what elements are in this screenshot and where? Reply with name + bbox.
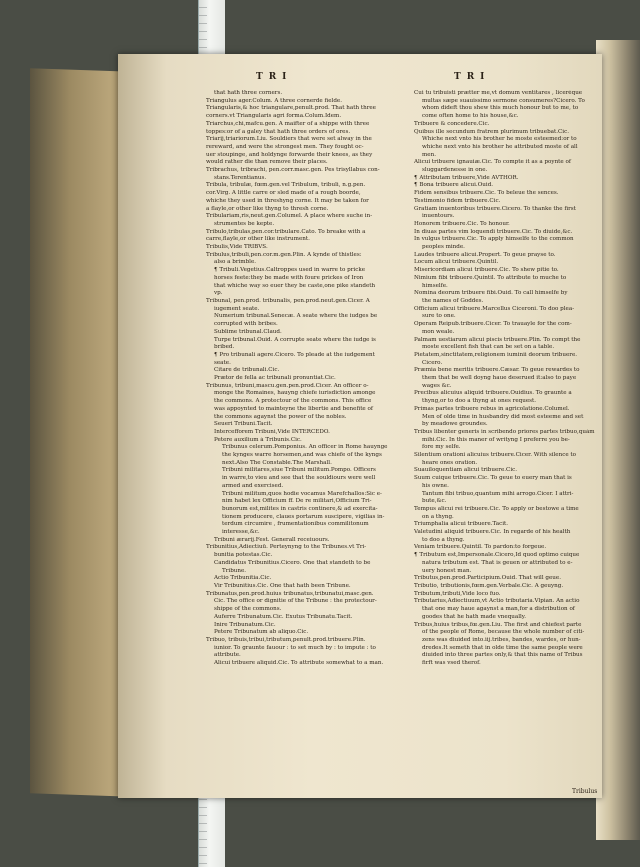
dictionary-line: Tributus,pen.prod.Participium.Ouid. That will geue. (414, 575, 561, 582)
dictionary-line: Tribunal, pen.prod. tribunalis, pen.prod.neut.gen.Cicer. A (206, 297, 370, 304)
dictionary-line: Palmam uestiarum alicui piscis tribuere.Plin. To compt the (414, 336, 581, 343)
dictionary-line: Tribuni militum,quos hodie vocamus Marefchallos:Sic e- (222, 490, 382, 497)
dictionary-line: ¶ Tributum est,Impersonale.Cicero,Id quod optimo cuique (414, 552, 580, 559)
dictionary-line: also a brimble. (214, 259, 257, 266)
dictionary-line: the kynges warre horsemen,and was chiefe of the kyngs (222, 452, 382, 459)
dictionary-line: terdum circumire , frumentationibus commilitonum (222, 521, 369, 528)
dictionary-line: tionem producere, claues portarum suscipere, vigilias in- (222, 513, 385, 520)
dictionary-line: Alicui tribuere aliquid.Cic. To attribute somewhat to a man. (214, 660, 384, 667)
dictionary-line: Auferre Tribunatum.Cic. Exutus Tribunatu.Tacit. (214, 613, 353, 620)
dictionary-line: zens was diuided into.iij.tribes, bandes, wardes, or hun- (422, 636, 581, 643)
dictionary-line: Cicero. (422, 359, 443, 366)
dictionary-line: Laudes tribuere alicui.Propert. To geue prayse to. (414, 251, 556, 258)
dictionary-line: natura tributum est. That is geuen or attributed to e- (422, 559, 573, 566)
dictionary-line: Silentium orationi alicuius tribuere.Cicer. With silence to (414, 452, 577, 459)
dictionary-line: the commons agaynst the power of the nobles. (214, 413, 347, 420)
dictionary-line: Tempus alicui rei tribuere.Cic. To apply or bestowe a time (414, 505, 579, 512)
dictionary-line: firft was vsed therof. (422, 660, 481, 667)
dictionary-line: In diuas partes vim loquendi tribuere.Cic. To diuide,&c. (414, 228, 573, 235)
book-page (118, 54, 602, 798)
dictionary-line: them that be well doyng haue deserued it:also to paye (422, 375, 577, 382)
dictionary-line: Men of olde time in husbandry did most esteeme and set (422, 413, 584, 420)
dictionary-line: Tribus libenter generis in scribendo priores partes tribuo,quàm (414, 428, 595, 435)
dictionary-line: Tribus,huius tribus,fœ.gen.Liu. The first and chiefest parte (414, 621, 582, 628)
dictionary-line: sure to one. (422, 313, 456, 320)
dictionary-line: Tribunus, tribuni,mascu.gen.pen.prod.Cicer. An officer o- (206, 382, 369, 389)
dictionary-line: Nimium fibi tribuere.Quintil. To attribute to muche to (414, 274, 567, 281)
dictionary-line: dredes.It semeth that in olde time the same people were (422, 644, 583, 651)
dictionary-line: of the people of Rome, because the whole number of citi- (422, 629, 585, 636)
dictionary-line: Misericordiam alicui tribuere.Cic. To shew pitie to. (414, 267, 559, 274)
dictionary-line: strumentes be kepte. (214, 220, 275, 227)
dictionary-line: bute,&c. (422, 498, 447, 505)
dictionary-line: the names of Goddes. (422, 297, 484, 304)
dictionary-line: inuentours. (422, 213, 455, 220)
dictionary-line: himselfe. (422, 282, 448, 289)
dictionary-line: horses feete:they be made with foure prickes of Iron (214, 274, 364, 281)
dictionary-line: Petere Tribunatum ab aliquo.Cic. (214, 629, 309, 636)
dictionary-line: Tributio, tributionis,fœm.gen.Verbale.Cic. A geuyng. (414, 583, 564, 589)
dictionary-line: that hath three corners. (214, 90, 283, 96)
dictionary-line: to doo a thyng. (422, 536, 465, 543)
dictionary-line: Tribula, tribulæ, fœm.gen.vel Tribulum, tribuli, n.g.pen. (206, 182, 366, 189)
dictionary-line: carre,flayle,or other like instrument. (206, 236, 310, 243)
dictionary-line: that one may haue agaynst a man,for a distribution of (422, 606, 575, 613)
dictionary-line: Veniam tribuere.Quintil. To pardon:to forgeue. (414, 544, 547, 551)
dictionary-line: Whiche next vnto his brother he moste esteemed:or to (422, 136, 577, 143)
dictionary-line: Vir Tribunitius.Cic. One that hath been Tribune. (214, 583, 351, 589)
dictionary-line: whiche next vnto his brother he attributed moste of all (422, 143, 578, 150)
dictionary-line: Tribunatus,pen.prod.huius tribunatus,tribunatui,masc.gen. (206, 590, 374, 597)
dictionary-line: Tribulis,Vide TRIBVS. (206, 244, 268, 251)
dictionary-line: Tribuni militares,siue Tribuni militum.Pompo. Officers (222, 467, 376, 474)
dictionary-line: ¶ Tribuli.Vegetius.Caltroppes used in warre to pricke (214, 267, 366, 274)
dictionary-line: seate. (214, 359, 231, 366)
dictionary-line: Suum cuique tribuere.Cic. To geue to euery man that is (414, 475, 572, 482)
dictionary-line: Triangularis,& hoc triangulare,penult.prod. That hath three (206, 105, 376, 112)
dictionary-line: by meadowe groundes. (422, 421, 488, 428)
dictionary-line: Nomina deorum tribuere fibi.Ouid. To call himselfe by (414, 290, 568, 297)
dictionary-line: Candidatus Tribunitius.Cicero. One that standeth to be (214, 559, 371, 566)
dictionary-line: Alicui tribuere ignauiæ.Cic. To compte it as a poynte of (414, 159, 571, 166)
dictionary-line: uer stoupinge, and holdynge forwarde their knees, as they (206, 151, 373, 158)
dictionary-line: Tributum,tributi,Vide loco fuo. (414, 590, 501, 597)
dictionary-line: Tribulariam,ris,neut.gen.Columel. A place where suche in- (206, 213, 373, 220)
dictionary-line: bunitia potestas.Cic. (214, 552, 273, 559)
dictionary-line: Triumphalia alicui tribuere.Tacit. (414, 521, 509, 528)
dictionary-line: Triangulus ager.Colum. A three cornerde fielde. (206, 97, 342, 104)
dictionary-line: would rather die than remove their places. (206, 159, 328, 166)
dictionary-line: bribed. (214, 344, 235, 351)
dictionary-line: ¶ Attributam tribuere,Vide AVTHOR. (414, 174, 519, 181)
dictionary-line: on a thyng. (422, 513, 454, 520)
dictionary-line: Tribulo,tribulas,pen.cor.tribulare.Cato. To breake with a (206, 228, 366, 235)
dictionary-line: Quibus ille secundum fratrem plurimum tribuebat.Cic. (414, 128, 569, 135)
dictionary-line: corrupted with bribes. (214, 321, 278, 328)
dictionary-line: Sublime tribunal.Claud. (214, 328, 282, 335)
right-column (414, 90, 616, 668)
dictionary-line: Locum alicui tribuere.Quintil. (414, 259, 499, 266)
dictionary-line: come often home to his house,&c. (422, 113, 519, 120)
catchword: Tribulus (572, 788, 598, 795)
dictionary-line: Turpe tribunal.Ouid. A corrupte seate where the iudge is (214, 336, 376, 343)
dictionary-line: Tribuere & concedere.Cic. (414, 120, 490, 127)
dictionary-line: Tribulus,tribuli,pen.cor.m.gen.Plin. A kynde of thistles: (206, 251, 362, 258)
dictionary-line: Tribunitius,Adiectiuū. Perteynyng to the Tribunes.vt Tri- (206, 544, 367, 551)
dictionary-line: mihi.Cic. In this maner of writyng I preferre you be- (422, 436, 570, 443)
dictionary-line: attribute. (214, 652, 241, 659)
dictionary-line: Fidem sensibus tribuere.Cic. To beleue the sences. (414, 190, 559, 197)
dictionary-line: Numerium tribunal.Senecæ. A seate where the iudges be (214, 313, 378, 320)
dictionary-line: peoples minde. (422, 244, 465, 251)
dictionary-line: was appoynted to mainteyne the libertie and benefite of (214, 405, 373, 412)
dictionary-line: Precibus alicuius aliquid tribuere.Ouidius. To graunte a (414, 390, 572, 397)
running-head-right: TRI (454, 72, 491, 82)
dictionary-line: Primas partes tribuere rebus in agricolatione.Columel. (414, 405, 570, 412)
dictionary-line: whom dideft thou shew this much honour but to me, to (422, 105, 579, 112)
dictionary-line: Tribuni ærarij.Fest. Generall receiuours. (214, 536, 330, 543)
dictionary-line: bunorum est,milites in castris continere,& ad exercita- (222, 505, 378, 512)
dictionary-line: monge the Romaines, hauyng chiefe iurisdiction amonge (214, 390, 376, 397)
running-head-left: TRI (256, 72, 293, 82)
dictionary-line: wages &c. (422, 382, 452, 389)
dictionary-line: toppes:or of a galey that hath three orders of ores. (206, 128, 351, 135)
dictionary-line: in warre,to vieu and see that the souldiours were well (222, 475, 376, 482)
dictionary-line: Actio Tribunitia.Cic. (214, 575, 272, 582)
dictionary-line: ¶ Bona tribuere alicui.Ouid. (414, 182, 494, 189)
dictionary-line: sluggardenesse in one. (422, 167, 488, 174)
dictionary-line: Cui tu tribuisti prætter me,vt domum ventitares , liceréque (414, 90, 583, 96)
dictionary-line: stans.Terentianus. (214, 174, 267, 181)
dictionary-line: men. (422, 151, 436, 158)
dictionary-line: interesse,&c. (222, 529, 260, 536)
dictionary-line: Officium alicui tribuere.Marcellus Ciceroni. To doo plea- (414, 305, 575, 312)
dictionary-line: vp. (214, 290, 223, 297)
dictionary-line: Citare de tribunali.Cic. (214, 367, 280, 374)
dictionary-line: a flayle,or other like thyng to thresh corne. (206, 205, 329, 212)
dictionary-line: multas sæpe suauissimo sermone consumeres?Cicero. To (422, 97, 585, 104)
dictionary-line: fore my selfe. (422, 444, 461, 451)
dictionary-line: Præmia bene meritis tribuere.Cæsar. To geue rewardes to (414, 367, 580, 374)
dictionary-line: diuided into three partes only,& that this name of Tribus (422, 652, 583, 659)
dictionary-line: Tributarius,Adiectiuum,vt Actio tributaria.Vlpian. An actio (414, 598, 580, 605)
dictionary-line: Testimonio fidem tribuere.Cic. (414, 197, 501, 204)
dictionary-line: the commons. A protectour of the commons. This office (214, 398, 372, 405)
dictionary-line: thyng,or to doo a thyng at ones request. (422, 398, 537, 405)
dictionary-line: Triarchus,chi,mafcu.gen. A maifter of a shippe with three (206, 120, 370, 127)
dictionary-line: Tantum fibi tribuo,quantum mihi arrogo.Cicer. I attri- (422, 490, 574, 497)
dictionary-line: Cic. The office or dignitie of the Tribune : the protectour- (214, 598, 377, 605)
dictionary-line: shippe of the commons. (214, 606, 282, 613)
dictionary-line: cor.Virg. A little carre or sled made of a rough boorde, (206, 190, 361, 197)
dictionary-line: his owne. (422, 482, 449, 489)
dictionary-line: ¶ Pro tribunali agere.Cicero. To pleade at the iudgement (214, 351, 375, 358)
dictionary-line: goodes that he hath made vnequally. (422, 613, 526, 620)
dictionary-line: Tribrachus, tribrachi, pen.corr.masc.gen. Pes trisyllabus con- (206, 167, 380, 174)
dictionary-line: Valetudini aliquid tribuere.Cic. In regarde of his health (414, 529, 571, 536)
dictionary-line: next.Also The Constable.The Marshall. (222, 459, 332, 466)
dictionary-line: Prætor de fella ac tribunali pronuntiat.Cic. (214, 375, 336, 382)
dictionary-line: Inire Tribunatum.Cic. (214, 621, 276, 628)
dictionary-line: Gratiam inuentoribus tribuere.Cicero. To thanke the first (414, 205, 576, 212)
dictionary-line: whiche they used in threshyng corne. It may be taken for (206, 197, 369, 204)
dictionary-line: Seueri Tribuni.Tacit. (214, 421, 273, 428)
dictionary-line: Pietatem,sinctitatem,religionem iuminii deorum tribuere. (414, 351, 578, 358)
dictionary-line: armed and exercised. (222, 482, 284, 489)
dictionary-line: iunior. To graunte fauour : to set much by : to impute : to (214, 644, 376, 651)
left-column (206, 90, 412, 668)
dictionary-line: nim habet lex Officium ff. De re militari,Officium Tri- (222, 498, 372, 505)
dictionary-line: corners.vt Triangularis agri forma.Colum.Idem. (206, 113, 342, 120)
dictionary-line: rereward, and were the strongest men. They fought oc- (206, 143, 364, 150)
dictionary-line: that whiche way so euer they be caste,one pike standeth (214, 282, 376, 289)
dictionary-line: iugement seate. (214, 305, 260, 312)
dictionary-line: heare ones oration. (422, 459, 478, 466)
dictionary-line: In vulgus tribuere.Cic. To apply himselfe to the common (414, 236, 574, 243)
dictionary-line: Tribuo, tribuis,tribui,tributum,penult.prod.tribuere.Plin. (206, 636, 366, 643)
dictionary-line: moste excellent fish that can be set on a table. (422, 344, 555, 351)
dictionary-line: Petere auxilium à Tribunis.Cic. (214, 436, 302, 443)
left-page-edges (30, 68, 130, 796)
dictionary-line: Triarij,triariorum.Liu. Souldiers that were set alway in the (206, 136, 372, 143)
dictionary-line: Tribunus celerum.Pomponius. An officer in Rome hauynge (222, 444, 388, 451)
dictionary-line: Intercefforem Tribuni,Vide INTERCEDO. (214, 428, 330, 435)
dictionary-line: Operam Reipub.tribuere.Cicer. To trauayle for the com- (414, 321, 572, 328)
dictionary-line: Honorem tribuere.Cic. To honour. (414, 220, 510, 227)
dictionary-line: Tribune. (222, 567, 247, 574)
dictionary-line: uery honest man. (422, 567, 472, 574)
dictionary-line: Suauiloquentiam alicui tribuere.Cic. (414, 467, 518, 474)
dictionary-line: mon weale. (422, 328, 455, 335)
